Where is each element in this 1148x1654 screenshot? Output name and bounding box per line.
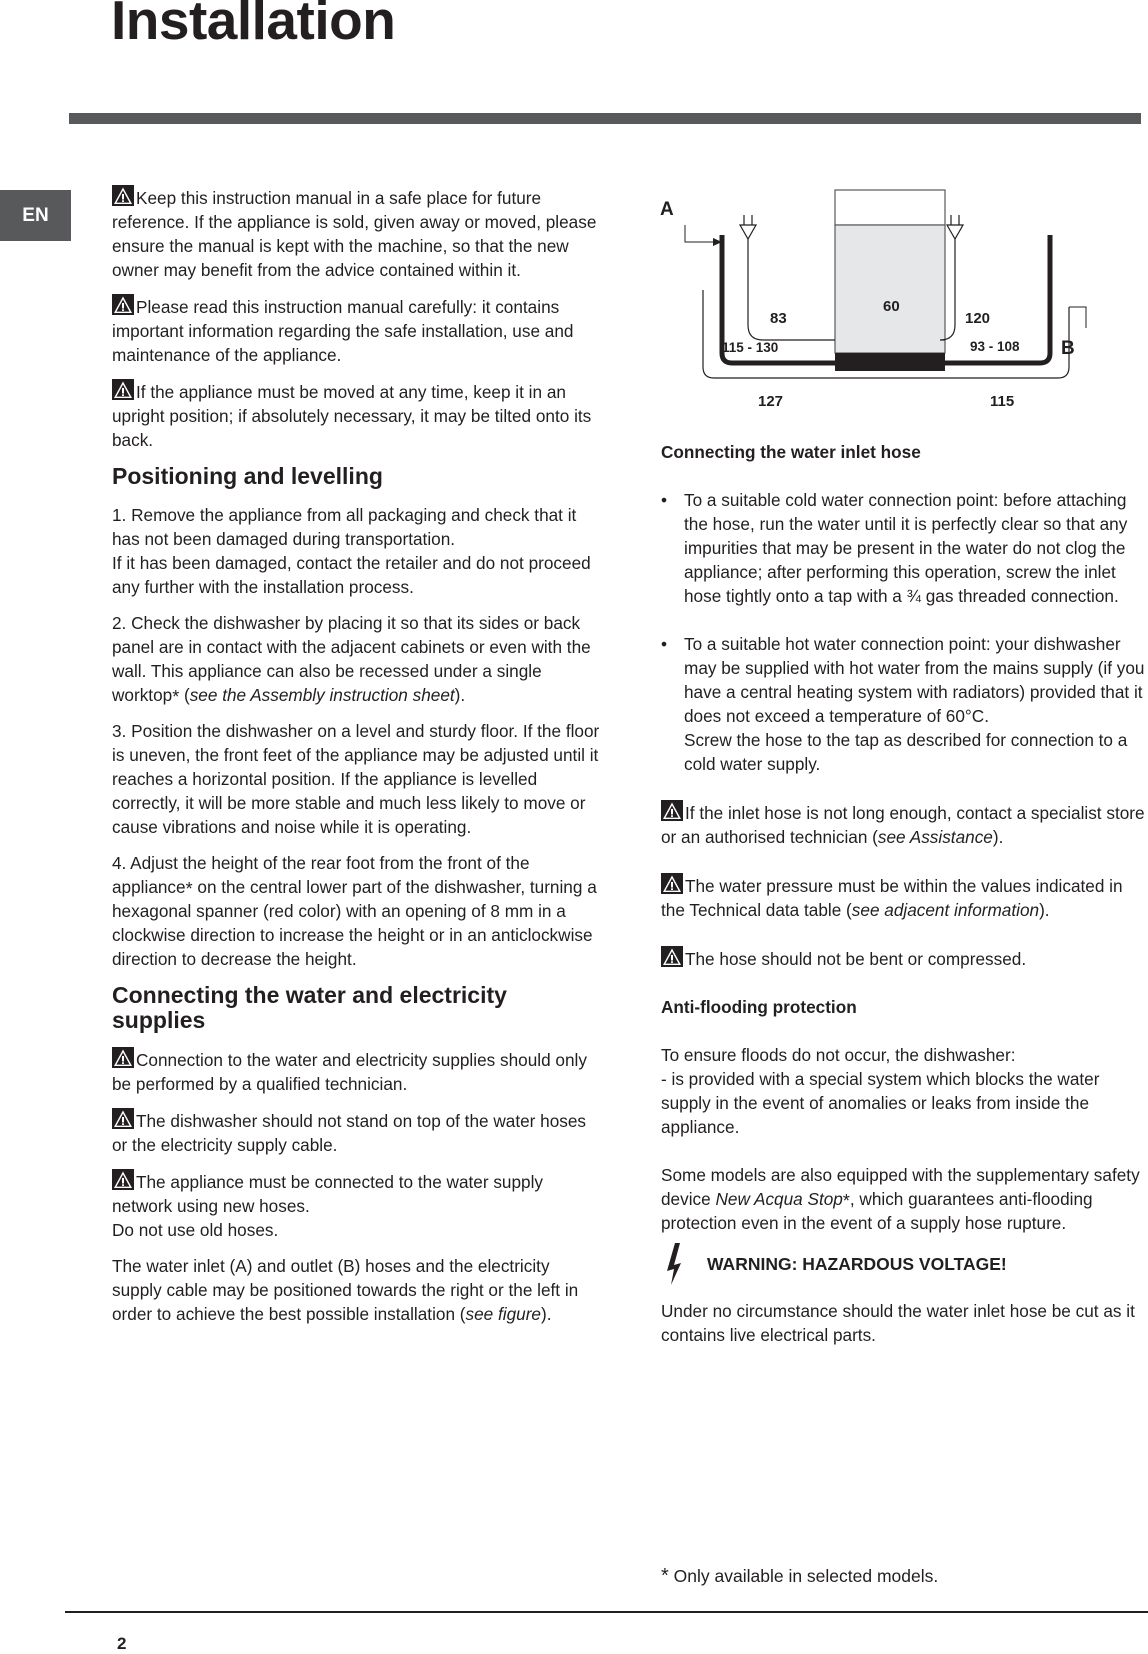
technical-data-reference: see adjacent information <box>851 900 1040 920</box>
pointer-a <box>685 225 722 242</box>
warning-icon <box>112 379 134 400</box>
intro-paragraph-3: If the appliance must be moved at any time, keep it in an upright position; if absolutely necessary, it may be tilted onto its back. <box>112 379 602 452</box>
connection-note-3: The appliance must be connected to the water supply network using new hoses. Do not use old hoses. <box>112 1169 602 1242</box>
asterisk: * <box>172 687 180 707</box>
figure-reference: see figure <box>465 1304 541 1324</box>
left-column <box>112 185 602 1338</box>
intro-paragraph-2: Please read this instruction manual carefully: it contains important information regarding the safe installation, use and maintenance of the appliance. <box>112 294 602 367</box>
step-4: 4. Adjust the height of the rear foot from the front of the appliance* on the central lower part of the dishwasher, turning a hexagonal spanner (red color) with an opening of 8 mm in a clockwise direction to increase the height or in an anticlockwise direction to decrease the height. <box>112 853 597 969</box>
list-item: • To a suitable hot water connection point: your dishwasher may be supplied with hot water from the mains supply (if you have a central heating system with radiators) provided that it does not exceed a temperature of 60°C. Screw the hose to the tap as described for connection to a cold water supply. <box>661 634 1145 774</box>
positioning-heading: Positioning and levelling <box>112 463 383 489</box>
page-title: Installation <box>111 0 396 51</box>
label-a: A <box>660 199 674 220</box>
bottom-rule <box>65 1611 1148 1613</box>
warning-icon <box>112 1108 134 1129</box>
title-rule <box>69 113 1141 124</box>
intro-paragraph-1: Keep this instruction manual in a safe place for future reference. If the appliance is sold, given away or moved, please ensure the manual is kept with the machine, so that the new owner may benefit from the advice contained within it. <box>112 185 602 282</box>
lightning-bolt-icon <box>661 1241 691 1287</box>
warning-icon <box>661 800 683 821</box>
assistance-reference: see Assistance <box>877 827 993 847</box>
connection-list <box>661 488 1148 776</box>
language-tab: EN <box>0 190 71 241</box>
antiflood-heading: Anti-flooding protection <box>661 997 857 1017</box>
connection-note-1: Connection to the water and electricity supplies should only be performed by a qualified technician. <box>112 1047 602 1096</box>
warning-icon <box>112 185 134 206</box>
inlet-hose-heading: Connecting the water inlet hose <box>661 442 921 462</box>
antiflood-text-2: Some models are also equipped with the supplementary safety device New Acqua Stop*, which guarantees anti-flooding protection even in the event of a supply hose rupture. <box>661 1165 1140 1233</box>
pointer-b <box>1069 307 1086 328</box>
inlet-warning-3: The hose should not be bent or compressed. <box>661 946 1148 971</box>
dimension-115: 115 <box>990 393 1015 410</box>
page-number: 2 <box>117 1634 127 1653</box>
footnote: * Only available in selected models. <box>661 1565 939 1587</box>
asterisk: * <box>185 879 193 899</box>
antiflood-text-1: To ensure floods do not occur, the dishwasher: - is provided with a special system which blocks the water supply in the event of anomalies or leaks from inside the appliance. <box>661 1045 1100 1137</box>
inlet-warning-1: If the inlet hose is not long enough, contact a specialist store or an authorised technician (see Assistance). <box>661 800 1148 849</box>
asterisk: * <box>842 1191 850 1211</box>
inlet-warning-2: The water pressure must be within the values indicated in the Technical data table (see adjacent information). <box>661 873 1148 922</box>
voltage-warning <box>661 1241 1148 1287</box>
warning-icon <box>112 1169 134 1190</box>
connection-note-2: The dishwasher should not stand on top of the water hoses or the electricity supply cable. <box>112 1108 602 1157</box>
right-column <box>661 440 1148 1347</box>
warning-icon <box>112 294 134 315</box>
dimension-93-108: 93 - 108 <box>970 339 1020 354</box>
dimension-127: 127 <box>758 393 784 410</box>
voltage-warning-title: WARNING: HAZARDOUS VOLTAGE! <box>707 1253 1007 1274</box>
connection-note-4: The water inlet (A) and outlet (B) hoses and the electricity supply cable may be positioned towards the right or the left in order to achieve the best possible installation (see figure). <box>112 1256 579 1324</box>
cable-left <box>748 239 835 340</box>
plug-right-icon <box>947 225 963 239</box>
hose-position-diagram <box>660 185 1140 415</box>
step-3: 3. Position the dishwasher on a level and sturdy floor. If the floor is uneven, the front feet of the appliance may be adjusted until it reaches a horizontal position. If the appliance is levelled correctly, it will be more stable and much less likely to move or cause vibrations and noise while it is operating. <box>112 721 600 837</box>
new-acqua-stop-name: New Acqua Stop <box>715 1189 843 1209</box>
dimension-120: 120 <box>965 310 991 327</box>
voltage-warning-text: Under no circumstance should the water inlet hose be cut as it contains live electrical parts. <box>661 1301 1135 1345</box>
assembly-sheet-reference: see the Assembly instruction sheet <box>189 685 455 705</box>
dimension-115-130: 115 - 130 <box>722 340 779 355</box>
appliance-body <box>835 225 945 353</box>
step-2: 2. Check the dishwasher by placing it so that its sides or back panel are in contact with the adjacent cabinets or even with the wall. This appliance can also be recessed under a single worktop* (see the Assembly instruction sheet). <box>112 613 591 707</box>
connecting-heading: Connecting the water and electricity supplies <box>112 982 507 1033</box>
dimension-83: 83 <box>770 310 787 327</box>
warning-icon <box>661 873 683 894</box>
appliance-top <box>835 190 945 225</box>
warning-icon <box>112 1047 134 1068</box>
dimension-60: 60 <box>883 298 900 315</box>
step-1: 1. Remove the appliance from all packaging and check that it has not been damaged during transportation. If it has been damaged, contact the retailer and do not proceed any further with the installation process. <box>112 505 591 597</box>
list-item: • To a suitable cold water connection point: before attaching the hose, run the water until it is perfectly clear so that any impurities that may be present in the water do not clog the appliance; after performing this operation, screw the inlet hose tightly onto a tap with a ¾ gas threaded connection. <box>661 490 1128 606</box>
warning-icon <box>661 946 683 967</box>
label-b: B <box>1061 338 1075 359</box>
plug-left-icon <box>740 225 756 239</box>
